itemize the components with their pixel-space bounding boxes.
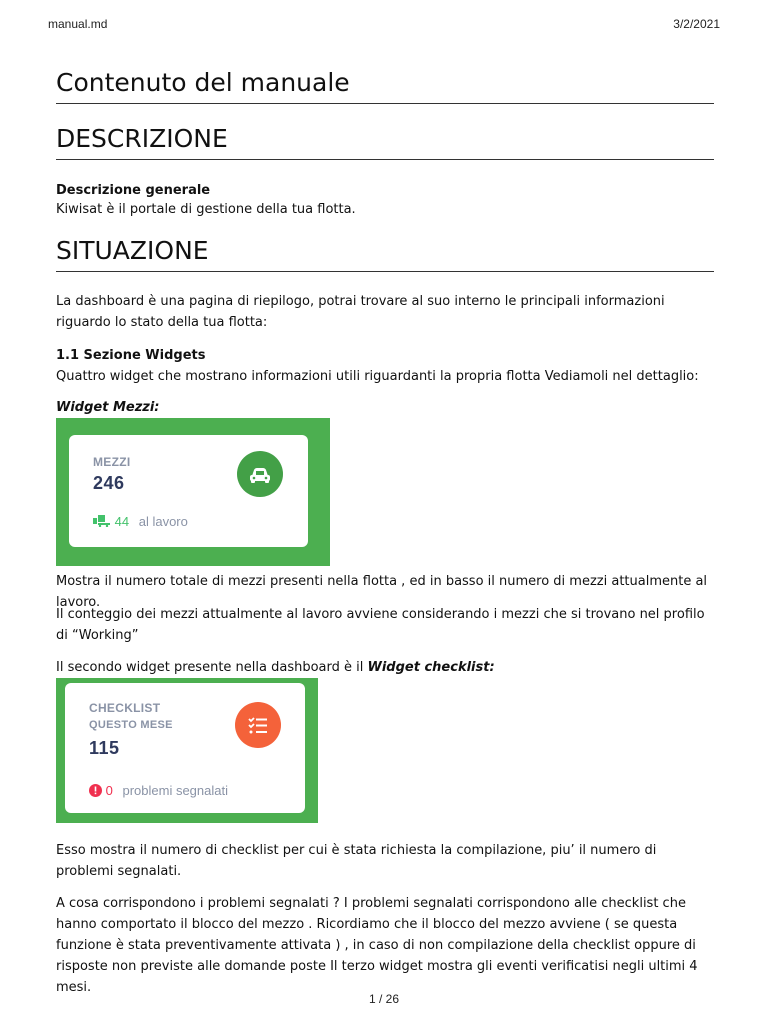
widget-checklist-card	[65, 683, 305, 813]
car-icon	[237, 451, 283, 497]
widget-checklist-icon-circle	[235, 702, 281, 748]
mezzi-text-2: Il conteggio dei mezzi attualmente al lavoro avviene considerando i mezzi che si trovano nel profilo di “Working”	[56, 607, 705, 643]
pdf-header	[48, 17, 720, 31]
widget-mezzi-icon-circle	[237, 451, 283, 497]
section-title-widgets: 1.1 Sezione Widgets	[56, 348, 206, 363]
widget-mezzi-working-count: 44	[114, 514, 130, 529]
mezzi-text-1: Mostra il numero totale di mezzi presenti nella flotta , ed in basso il numero di mezzi attualmente al lavoro.	[56, 574, 708, 610]
checklist-icon	[235, 702, 281, 748]
widget-checklist-value: 115	[89, 738, 120, 758]
heading-descrizione: DESCRIZIONE	[56, 124, 714, 160]
widget-mezzi-label: MEZZI	[93, 455, 131, 469]
header-filename: manual.md	[48, 17, 108, 31]
widget-mezzi-screenshot	[56, 418, 330, 566]
widget-mezzi-card	[69, 435, 308, 547]
alert-circle-icon	[89, 784, 102, 797]
widget-checklist-problems-count: 0	[105, 783, 113, 798]
widget-checklist-sublabel: QUESTO MESE	[89, 719, 173, 731]
page-title: Contenuto del manuale	[56, 68, 714, 104]
widget-mezzi-working-label: al lavoro	[138, 514, 188, 529]
checklist-intro	[56, 657, 714, 678]
section-text-widgets: Quattro widget che mostrano informazioni utili riguardanti la propria flotta Vediamoli nel dettaglio:	[56, 369, 699, 384]
widget-mezzi-footer	[93, 514, 188, 529]
heading-situazione: SITUAZIONE	[56, 236, 714, 272]
page-number: 1 / 26	[368, 992, 400, 1006]
widget-mezzi-value: 246	[93, 473, 125, 493]
descrizione-text: Kiwisat è il portale di gestione della tua flotta.	[56, 202, 356, 217]
widget-checklist-label: CHECKLIST	[89, 701, 161, 715]
subheading-descrizione-generale: Descrizione generale	[56, 183, 211, 198]
widget-checklist-screenshot	[56, 678, 318, 823]
checklist-intro-prefix: Il secondo widget presente nella dashboard è il	[56, 660, 368, 675]
checklist-text-1: Esso mostra il numero di checklist per cui è stata richiesta la compilazione, piu’ il numero di problemi segnalati.	[56, 843, 657, 879]
checklist-intro-bold: Widget checklist:	[367, 660, 495, 675]
widget-mezzi-heading: Widget Mezzi:	[56, 400, 160, 415]
situazione-intro: La dashboard è una pagina di riepilogo, potrai trovare al suo interno le principali informazioni riguardo lo stato della tua flotta:	[56, 294, 665, 330]
widget-checklist-problems-label: problemi segnalati	[122, 783, 228, 798]
checklist-text-2: A cosa corrispondono i problemi segnalati ? I problemi segnalati corrispondono alle checklist che hanno comportato il blocco del mezzo . Ricordiamo che il blocco del mezzo avviene ( se questa funzione è stata preventivamente attivata ) , in caso di non compilazione della checklist oppure di risposte non previste alle domande poste Il terzo widget mostra gli eventi verificatisi negli ultimi 4 mesi.	[56, 896, 698, 995]
header-date: 3/2/2021	[673, 17, 720, 31]
widget-checklist-footer	[89, 783, 228, 798]
truck-loading-icon	[93, 515, 111, 527]
